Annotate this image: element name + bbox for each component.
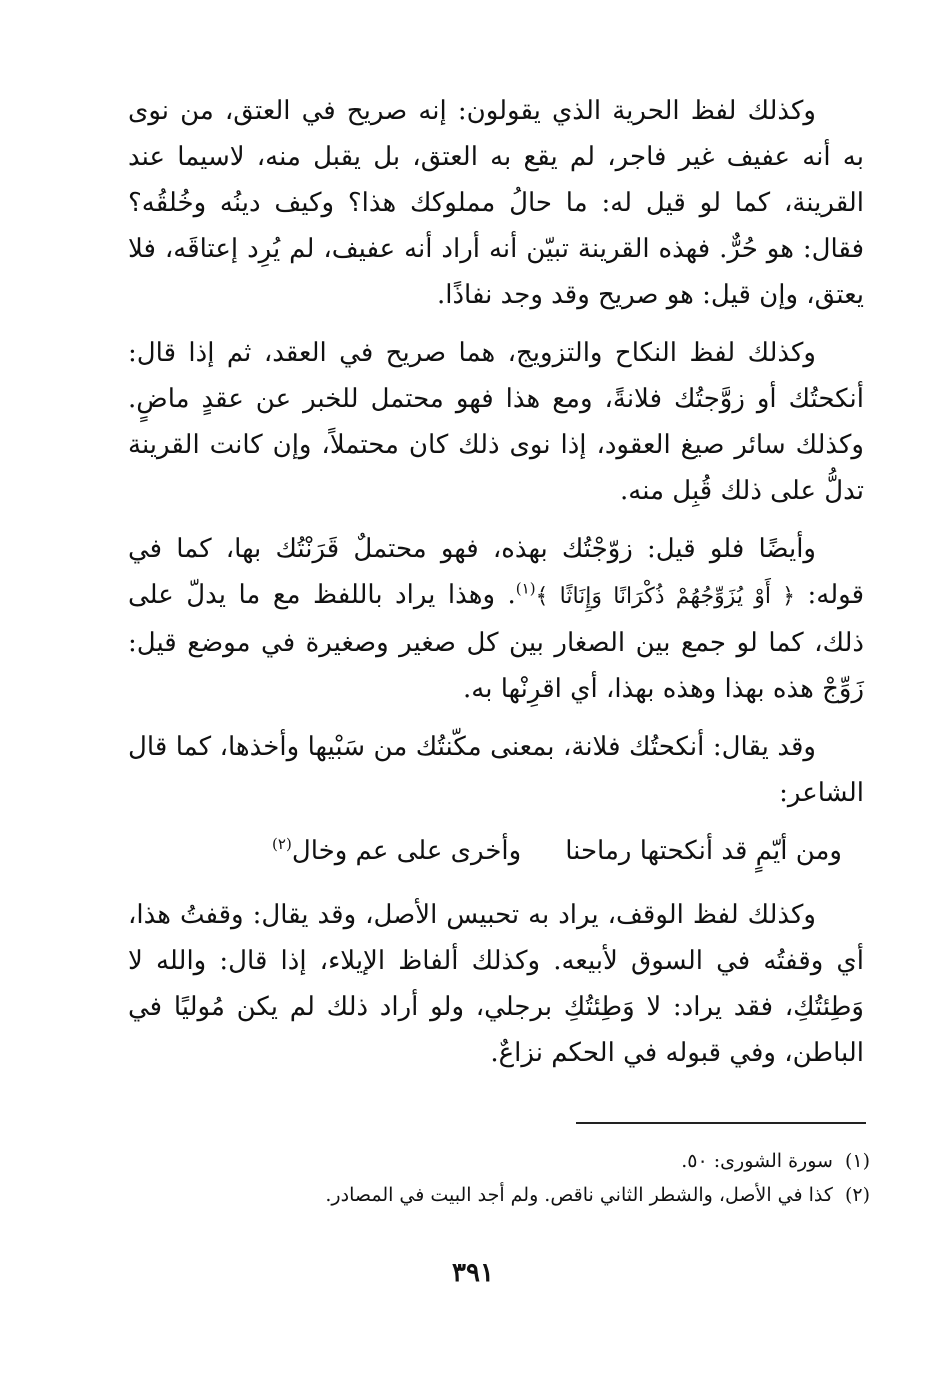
footnote-1: [128, 1144, 870, 1178]
paragraph-marriage: وكذلك لفظ النكاح والتزويج، هما صريح في العقد، ثم إذا قال: أنكحتُك أو زوَّجتُك فلانةً، ومع هذا فهو محتمل للخبر عن عقدٍ ماضٍ. وكذلك سائر صيغ العقود، إذا نوى ذلك كان محتملاً، وإن كانت القرينة تدلُّ على ذلك قُبِل منه.: [128, 338, 864, 506]
paragraph-pairing-lead: وأيضًا فلو قيل: زوّجْتُك بهذه، فهو محتملٌ قَرَنْتُك بها، كما في قوله:: [128, 534, 864, 610]
verse-second-hemistich: وأخرى على عم وخال(٢): [272, 828, 521, 874]
paragraph-poet: وقد يقال: أنكحتُك فلانة، بمعنى مكّنتُك من سَبْيها وأخذها، كما قال الشاعر:: [128, 732, 864, 808]
paragraph-pairing-rest: . وهذا يراد باللفظ مع ما يدلّ على ذلك، كما لو جمع بين الصغار بين كل صغير وصغيرة في موضع قيل: زَوِّجْ هذه بهذا وهذه بهذا، أي اقرِنْها به.: [128, 580, 864, 704]
verse-first-hemistich: ومن أيّمٍ قد أنكحتها رماحنا: [565, 836, 842, 866]
footnote-text: سورة الشورى: ٥٠.: [681, 1150, 833, 1172]
footnote-number: (٢): [844, 1184, 870, 1206]
footnotes: [128, 1144, 870, 1212]
paragraph-waqf: وكذلك لفظ الوقف، يراد به تحبيس الأصل، وقد يقال: وقفتُ هذا، أي وقفتُه في السوق لأبيعه. وكذلك ألفاظ الإيلاء، إذا قال: والله لا وَطِئتُكِ، فقد يراد: لا وَطِئتُكِ برجلي، ولو أراد ذلك لم يكن مُوليًا في الباطن، وفي قبوله في الحكم نزاعٌ.: [128, 900, 864, 1068]
main-text: [128, 88, 864, 1076]
footnote-text: كذا في الأصل، والشطر الثاني ناقص. ولم أجد البيت في المصادر.: [325, 1184, 833, 1206]
verse-second-text: وأخرى على عم وخال: [291, 836, 522, 866]
footnote-2: [128, 1178, 870, 1212]
footnote-number: (١): [844, 1150, 870, 1172]
page-number: ٣٩١: [452, 1258, 494, 1288]
paragraph-freedom: وكذلك لفظ الحرية الذي يقولون: إنه صريح في العتق، من نوى به أنه عفيف غير فاجر، لم يقع به العتق، بل يقبل منه، لاسيما عند القرينة، كما لو قيل له: ما حالُ مملوكك هذا؟ وكيف دينُه وخُلقُه؟ فقال: هو حُرٌّ. فهذه القرينة تبيّن أنه أراد أنه عفيف، لم يُرِد إعتاقَه، فلا يعتق، وإن قيل: هو صريح وقد وجد نفاذًا.: [128, 96, 864, 310]
quran-verse: ﴿ أَوْ يُزَوِّجُهُمْ ذُكْرَانًا وَإِنَاثًا ﴾: [535, 584, 796, 609]
footnote-divider: [576, 1122, 866, 1124]
footnote-ref-1: (١): [515, 579, 536, 598]
paragraph-pairing: [128, 526, 864, 712]
poetry-verse: [128, 828, 864, 874]
